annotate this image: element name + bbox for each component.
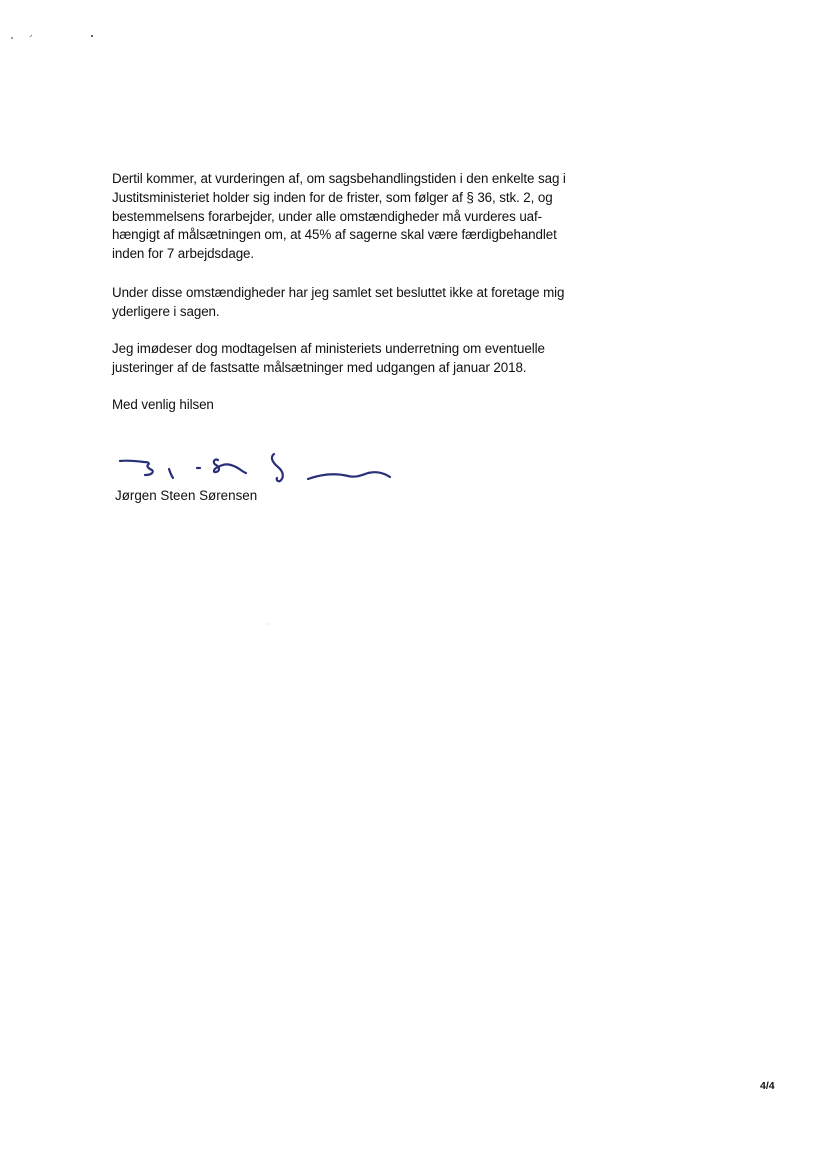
paragraph-line: yderligere i sagen. — [112, 303, 220, 319]
paragraph-line: Med venlig hilsen — [112, 397, 214, 412]
paragraph-line: inden for 7 arbejdsdage. — [112, 246, 255, 262]
closing-salutation — [112, 396, 592, 415]
paragraph-follow-up — [112, 340, 592, 378]
paragraph-line: justeringer af de fastsatte målsætninger med udgangen af januar 2018. — [112, 359, 527, 375]
paragraph-line: Justitsministeriet holder sig inden for de frister, som følger af § 36, stk. 2, og — [112, 189, 553, 205]
signer-name: Jørgen Steen Sørensen — [115, 488, 258, 503]
paragraph-processing-time — [112, 170, 592, 264]
paragraph-decision — [112, 284, 592, 322]
paragraph-line: Dertil kommer, at vurderingen af, om sagsbehandlingstiden i den enkelte sag i — [112, 171, 566, 186]
paragraph-line: hængigt af målsætningen om, at 45% af sagerne skal være færdigbehandlet — [112, 227, 557, 243]
paragraph-line: bestemmelsens forarbejder, under alle omstændigheder må vurderes uaf- — [112, 208, 543, 224]
page-number: 4/4 — [760, 1080, 775, 1092]
paragraph-line: Under disse omstændigheder har jeg samlet set besluttet ikke at foretage mig — [112, 285, 565, 300]
paragraph-line: Jeg imødeser dog modtagelsen af ministeriets underretning om eventuelle — [112, 341, 545, 356]
